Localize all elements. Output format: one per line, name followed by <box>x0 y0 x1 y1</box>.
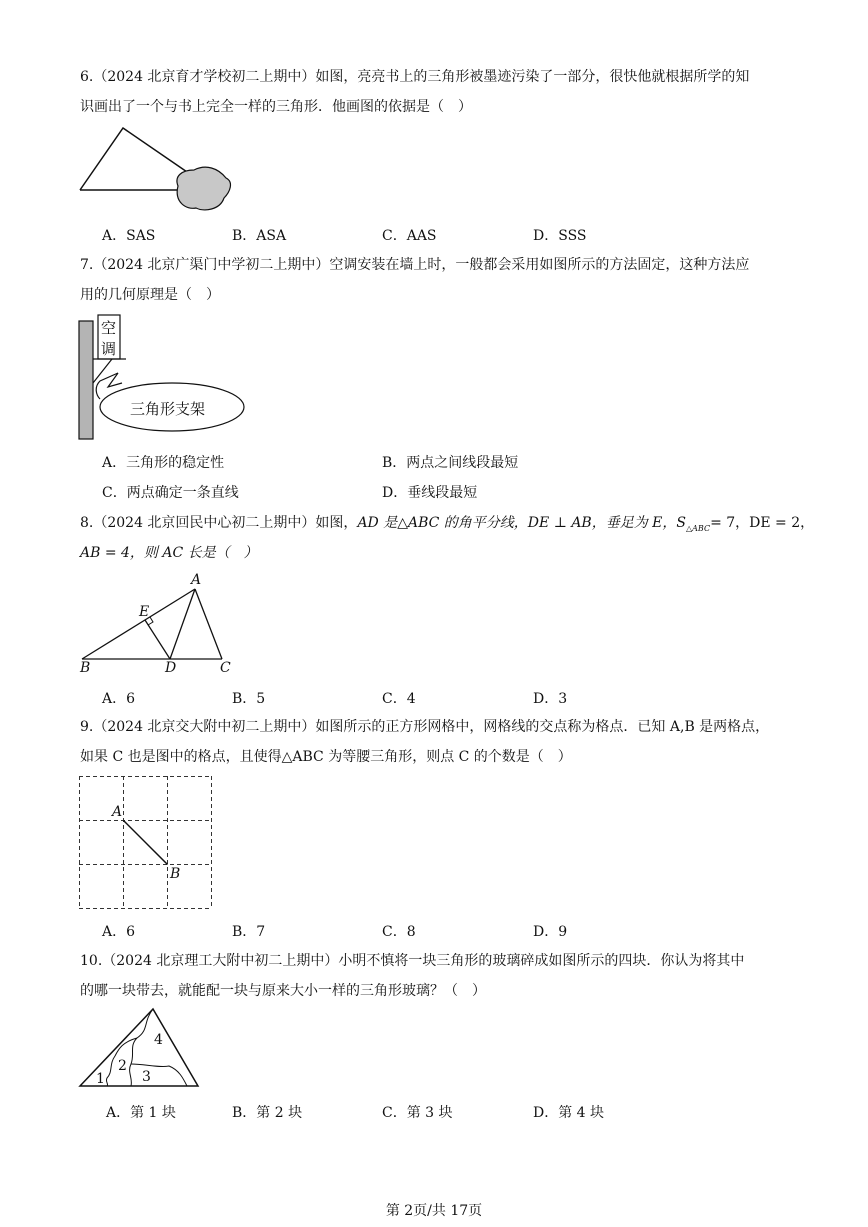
q10-piece-2: 2 <box>118 1058 127 1074</box>
q8-option-b: B．5 <box>232 691 266 707</box>
q8-stem-end: = 7，DE = 2， <box>710 515 815 531</box>
q8-option-d: D．3 <box>533 691 568 707</box>
q8-label-b: B <box>80 660 91 676</box>
q8-label-a: A <box>191 572 202 588</box>
page-footer: 第 2页/共 17页 <box>385 1203 483 1219</box>
q8-stem-prefix: 8.（2024 北京回民中心初二上期中）如图， <box>80 515 358 531</box>
q10-stem-line1: 10.（2024 北京理工大附中初二上期中）小明不慎将一块三角形的玻璃碎成如图所示的四块．你认为将其中 <box>80 953 745 969</box>
q8-stem-line2: AB = 4，则 AC 长是（ ） <box>80 545 258 561</box>
q7-bubble-text: 三角形支架 <box>130 400 206 418</box>
q7-option-a: A．三角形的稳定性 <box>102 455 225 471</box>
ink-blot <box>177 167 231 210</box>
q8-triangle-figure <box>78 575 238 675</box>
q7-option-c: C．两点确定一条直线 <box>102 485 239 501</box>
q6-option-c: C．AAS <box>382 228 437 244</box>
q10-piece-4: 4 <box>154 1032 163 1048</box>
q9-label-b: B <box>170 866 181 882</box>
q6-option-b: B．ASA <box>232 228 287 244</box>
q9-option-c: C．8 <box>382 924 416 940</box>
q8-area-sub: △ABC <box>685 523 711 533</box>
q9-option-b: B．7 <box>232 924 266 940</box>
q10-option-b: B．第 2 块 <box>232 1105 303 1121</box>
q8-label-d: D <box>165 660 177 676</box>
q8-label-c: C <box>220 660 231 676</box>
q9-stem-line1: 9.（2024 北京交大附中初二上期中）如图所示的正方形网格中，网格线的交点称为格点．已知 A,B 是两格点， <box>80 719 770 735</box>
q6-option-a: A．SAS <box>102 228 156 244</box>
q10-option-d: D．第 4 块 <box>533 1105 605 1121</box>
q8-option-c: C．4 <box>382 691 416 707</box>
q10-option-c: C．第 3 块 <box>382 1105 453 1121</box>
q6-triangle-figure <box>78 126 238 216</box>
q9-stem-line2: 如果 C 也是图中的格点，且使得△ABC 为等腰三角形，则点 C 的个数是（ ） <box>80 749 572 765</box>
q7-option-b: B．两点之间线段最短 <box>382 455 519 471</box>
q6-stem-line2: 识画出了一个与书上完全一样的三角形．他画图的依据是（ ） <box>80 99 472 115</box>
q7-stem-line1: 7.（2024 北京广渠门中学初二上期中）空调安装在墙上时，一般都会采用如图所示的方法固定，这种方法应 <box>80 257 750 273</box>
q10-piece-3: 3 <box>142 1069 151 1085</box>
q10-piece-1: 1 <box>96 1071 105 1087</box>
q10-option-a: A．第 1 块 <box>106 1105 176 1121</box>
q8-area-label: S <box>676 515 686 531</box>
q7-option-d: D．垂线段最短 <box>382 485 478 501</box>
q7-stem-line2: 用的几何原理是（ ） <box>80 287 220 303</box>
q9-label-a: A <box>112 804 123 820</box>
q8-option-a: A．6 <box>102 691 136 707</box>
q10-stem-line2: 的哪一块带去，就能配一块与原来大小一样的三角形玻璃？（ ） <box>80 983 486 999</box>
q6-stem-line1: 6.（2024 北京育才学校初二上期中）如图，亮亮书上的三角形被墨迹污染了一部分，很快他就根据所学的知 <box>80 69 750 85</box>
q9-grid-figure <box>79 776 215 910</box>
q8-stem-mid: AD 是△ABC 的角平分线，DE ⊥ AB，垂足为 E， <box>357 515 677 531</box>
q7-box-char-1: 空 <box>101 319 117 337</box>
q6-option-d: D．SSS <box>533 228 587 244</box>
wall <box>79 321 93 439</box>
q8-label-e: E <box>139 604 150 620</box>
q9-option-d: D．9 <box>533 924 568 940</box>
q9-option-a: A．6 <box>102 924 136 940</box>
q7-box-char-2: 调 <box>101 340 117 358</box>
